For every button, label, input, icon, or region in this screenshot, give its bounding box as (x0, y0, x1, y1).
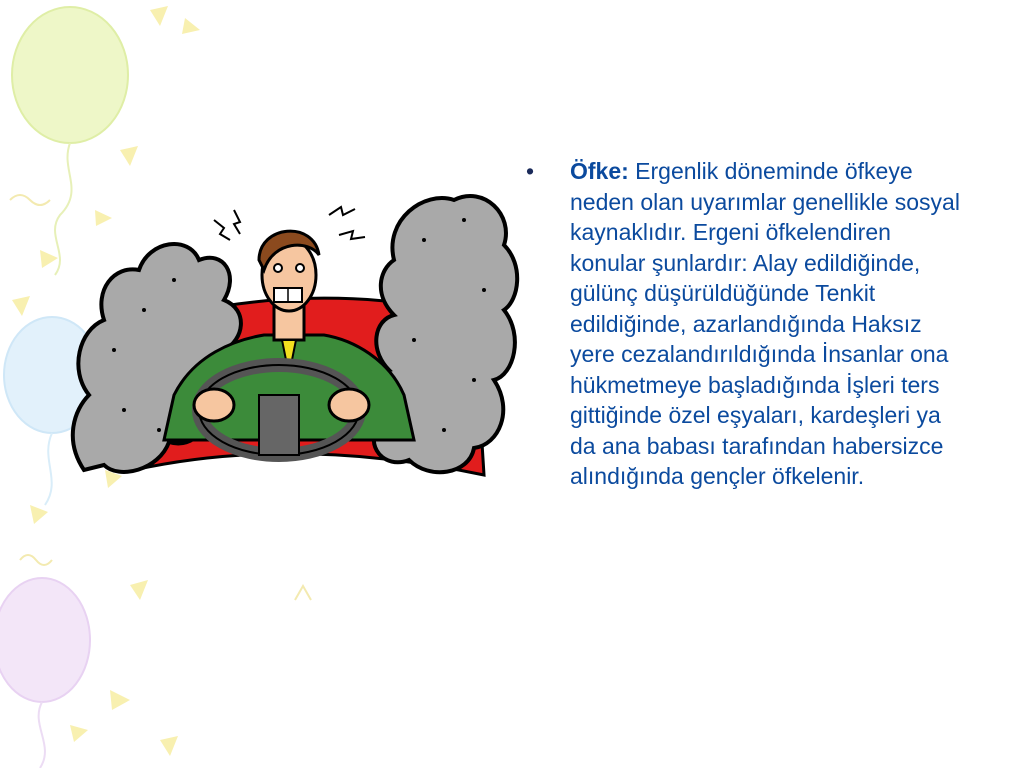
bullet-paragraph (570, 156, 966, 492)
purple-balloon (0, 578, 90, 702)
bullet-text-block (526, 156, 966, 492)
paragraph-body: Ergenlik döneminde öfkeye neden olan uyarımlar genellikle sosyal kaynaklıdır. Ergeni öfkelendiren konular şunlardır: Alay edildiğinde, gülünç düşürüldüğünde Tenkit edildiğinde, azarlandığında Haksız yere cezalandırıldığında İnsanlar ona hükmetmeye başladığında İşleri ters gittiğinde özel eşyaları, kardeşleri ya da ana babası tarafından habersizce alındığında gençler öfkelenir. (570, 158, 960, 489)
term-ofke: Öfke: (570, 158, 629, 184)
green-balloon (12, 7, 128, 143)
bullet-marker: • (526, 158, 535, 184)
angry-driver-clipart (64, 180, 520, 480)
